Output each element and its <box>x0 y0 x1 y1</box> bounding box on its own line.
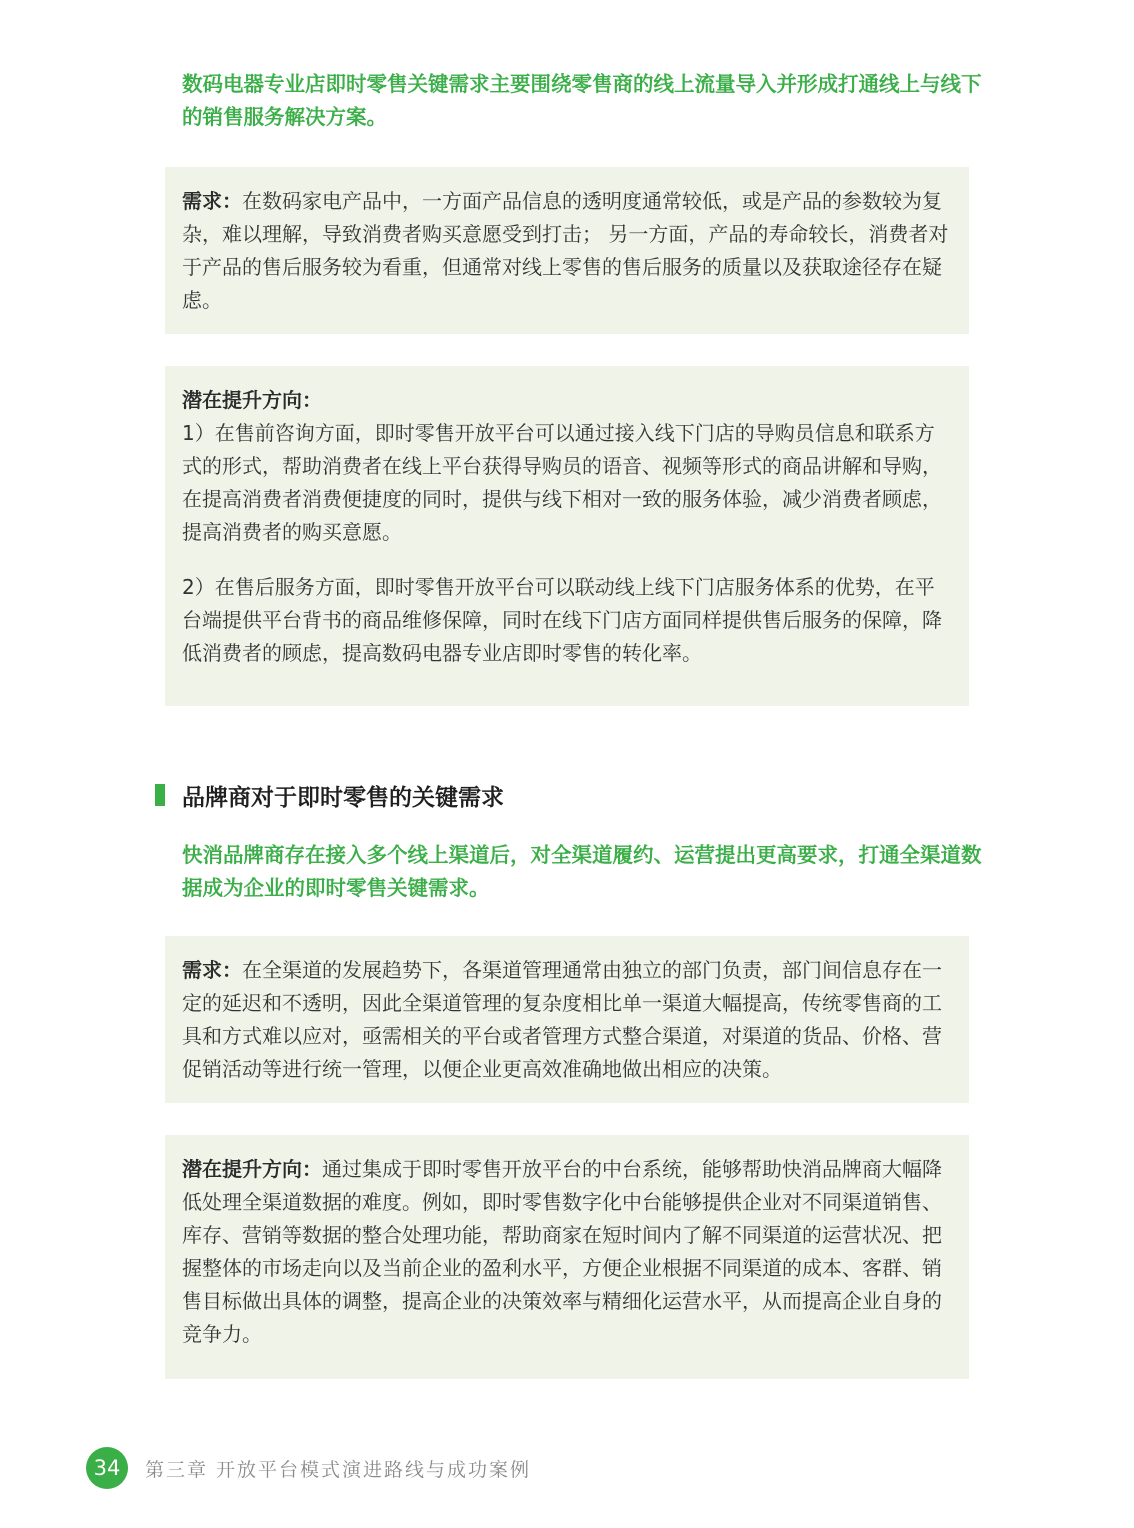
improvement-item-1: 1）在售前咨询方面，即时零售开放平台可以通过接入线下门店的导购员信息和联系方式的形式，帮助消费者在线上平台获得导购员的语音、视频等形式的商品讲解和导购，在提高消费者消费便捷度的同时，提供与线下相对一致的服务体验，减少消费者顾虑，提高消费者的购买意愿。 <box>182 421 942 544</box>
brand-requirement-text: 需求：在全渠道的发展趋势下，各渠道管理通常由独立的部门负责，部门间信息存在一定的延迟和不透明，因此全渠道管理的复杂度相比单一渠道大幅提高，传统零售商的工具和方式难以应对，亟需相关的平台或者管理方式整合渠道，对渠道的货品、价格、营促销活动等进行统一管理，以便企业更高效准确地做出相应的决策。 <box>182 958 942 1081</box>
chapter-title: 第三章 开放平台模式演进路线与成功案例 <box>145 1458 532 1481</box>
improvement-box <box>165 366 969 706</box>
section-intro: 快消品牌商存在接入多个线上渠道后，对全渠道履约、运营提出更高要求，打通全渠道数据成为企业的即时零售关键需求。 <box>182 843 982 900</box>
brand-requirement-label: 需求： <box>182 958 242 982</box>
intro-paragraph: 数码电器专业店即时零售关键需求主要围绕零售商的线上流量导入并形成打通线上与线下的销售服务解决方案。 <box>182 72 982 129</box>
page-number: 34 <box>86 1447 128 1489</box>
brand-improvement-text: 潜在提升方向：通过集成于即时零售开放平台的中台系统，能够帮助快消品牌商大幅降低处理全渠道数据的难度。例如，即时零售数字化中台能够提供企业对不同渠道销售、库存、营销等数据的整合处理功能，帮助商家在短时间内了解不同渠道的运营状况、把握整体的市场走向以及当前企业的盈利水平，方便企业根据不同渠道的成本、客群、销售目标做出具体的调整，提高企业的决策效率与精细化运营水平，从而提高企业自身的竞争力。 <box>182 1157 942 1346</box>
section-title: 品牌商对于即时零售的关键需求 <box>182 784 504 811</box>
page-footer <box>86 1446 531 1490</box>
section-bar-icon <box>155 784 165 806</box>
improvement-label: 潜在提升方向： <box>182 388 322 412</box>
requirement-box <box>165 167 969 334</box>
improvement-item-2: 2）在售后服务方面，即时零售开放平台可以联动线上线下门店服务体系的优势，在平台端提供平台背书的商品维修保障，同时在线下门店方面同样提供售后服务的保障，降低消费者的顾虑，提高数码电器专业店即时零售的转化率。 <box>182 575 942 665</box>
section-heading <box>155 778 504 812</box>
brand-requirement-box <box>165 936 969 1103</box>
brand-improvement-label: 潜在提升方向： <box>182 1157 322 1181</box>
requirement-label: 需求： <box>182 189 242 213</box>
brand-improvement-box <box>165 1135 969 1379</box>
requirement-text: 需求：在数码家电产品中，一方面产品信息的透明度通常较低，或是产品的参数较为复杂，难以理解，导致消费者购买意愿受到打击； 另一方面，产品的寿命较长，消费者对于产品的售后服务较为看重，但通常对线上零售的售后服务的质量以及获取途径存在疑虑。 <box>182 189 949 312</box>
